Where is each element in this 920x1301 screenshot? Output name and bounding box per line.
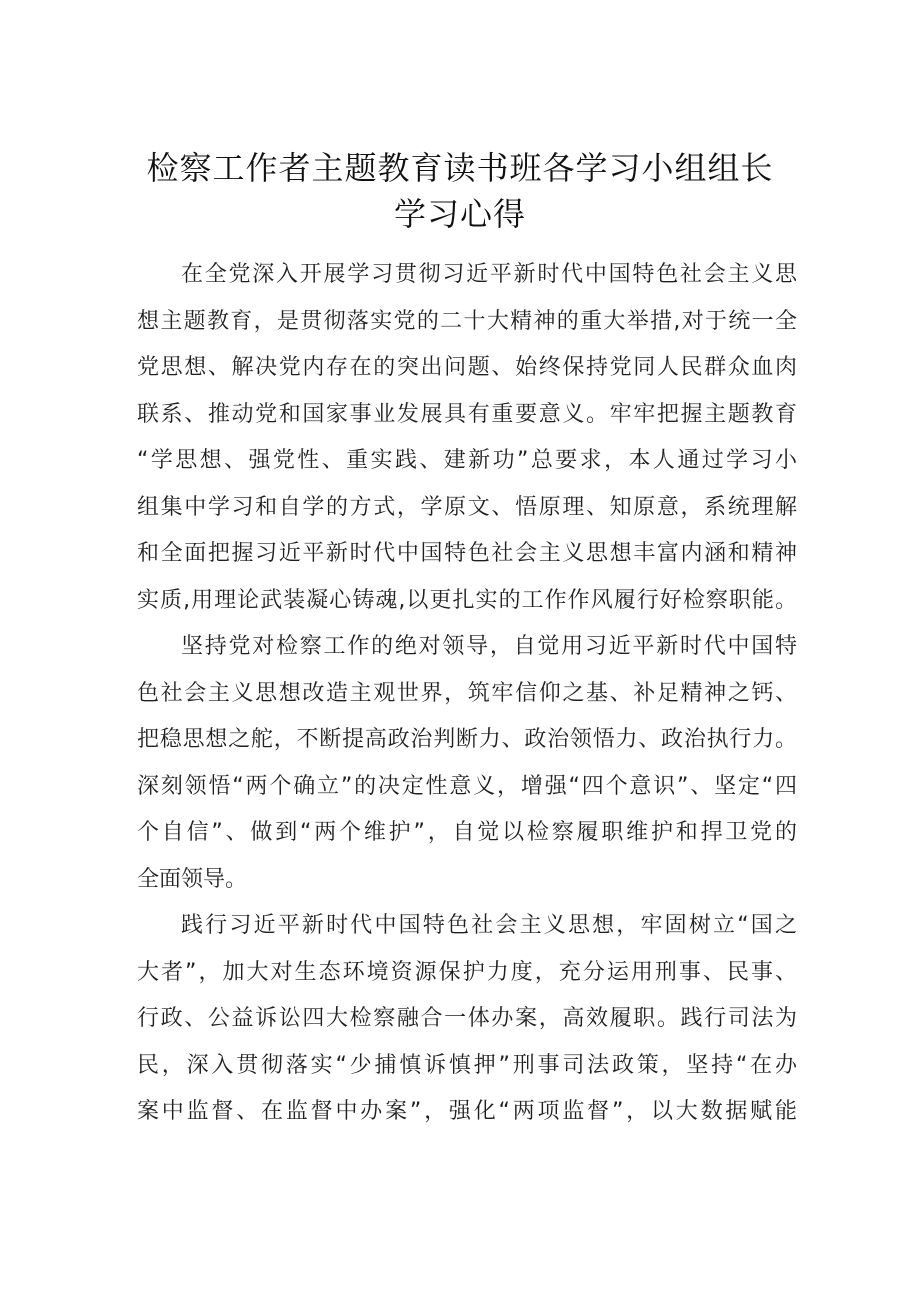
text-line: 践行习近平新时代中国特色社会主义思想，牢固树立“国之	[181, 913, 797, 938]
document-body	[137, 252, 797, 1136]
text-line: 民，深入贯彻落实“少捕慎诉慎押”刑事司法政策，坚持“在办	[137, 1052, 797, 1078]
paragraph-2	[137, 624, 797, 903]
text-line: 在全党深入开展学习贯彻习近平新时代中国特色社会主义思	[181, 262, 797, 287]
text-line: 坚持党对检察工作的绝对领导，自觉用习近平新时代中国特	[181, 634, 797, 659]
title-line-1: 检察工作者主题教育读书班各学习小组组长	[146, 149, 774, 188]
text-line: 大者”，加大对生态环境资源保护力度，充分运用刑事、民事、	[137, 959, 797, 985]
text-line: 把稳思想之舵，不断提高政治判断力、政治领悟力、政治执行力。	[137, 727, 797, 752]
text-line: 想主题教育，是贯彻落实党的二十大精神的重大举措,对于统一全	[137, 308, 797, 334]
text-line: “学思想、强党性、重实践、建新功”总要求，本人通过学习小	[137, 448, 797, 473]
text-line: 党思想、解决党内存在的突出问题、始终保持党同人民群众血肉	[137, 355, 797, 380]
paragraph-1	[137, 252, 797, 624]
paragraph-3	[137, 903, 797, 1136]
document-title	[0, 145, 920, 237]
text-line: 和全面把握习近平新时代中国特色社会主义思想丰富内涵和精神	[137, 541, 797, 566]
text-line: 案中监督、在监督中办案”，强化“两项监督”，以大数据赋能	[137, 1099, 797, 1124]
title-line-2: 学习心得	[393, 195, 526, 234]
text-line: 全面领导。	[137, 866, 248, 892]
text-line: 实质,用理论武装凝心铸魂,以更扎实的工作作风履行好检察职能。	[137, 587, 797, 613]
text-line: 联系、推动党和国家事业发展具有重要意义。牢牢把握主题教育	[137, 401, 797, 427]
text-line: 行政、公益诉讼四大检察融合一体办案，高效履职。践行司法为	[137, 1006, 797, 1031]
text-line: 色社会主义思想改造主观世界，筑牢信仰之基、补足精神之钙、	[137, 680, 797, 706]
text-line: 深刻领悟“两个确立”的决定性意义，增强“四个意识”、坚定“四	[137, 773, 797, 799]
text-line: 个自信”、做到“两个维护”，自觉以检察履职维护和捍卫党的	[137, 820, 797, 845]
text-line: 组集中学习和自学的方式，学原文、悟原理、知原意，系统理解	[137, 494, 797, 520]
